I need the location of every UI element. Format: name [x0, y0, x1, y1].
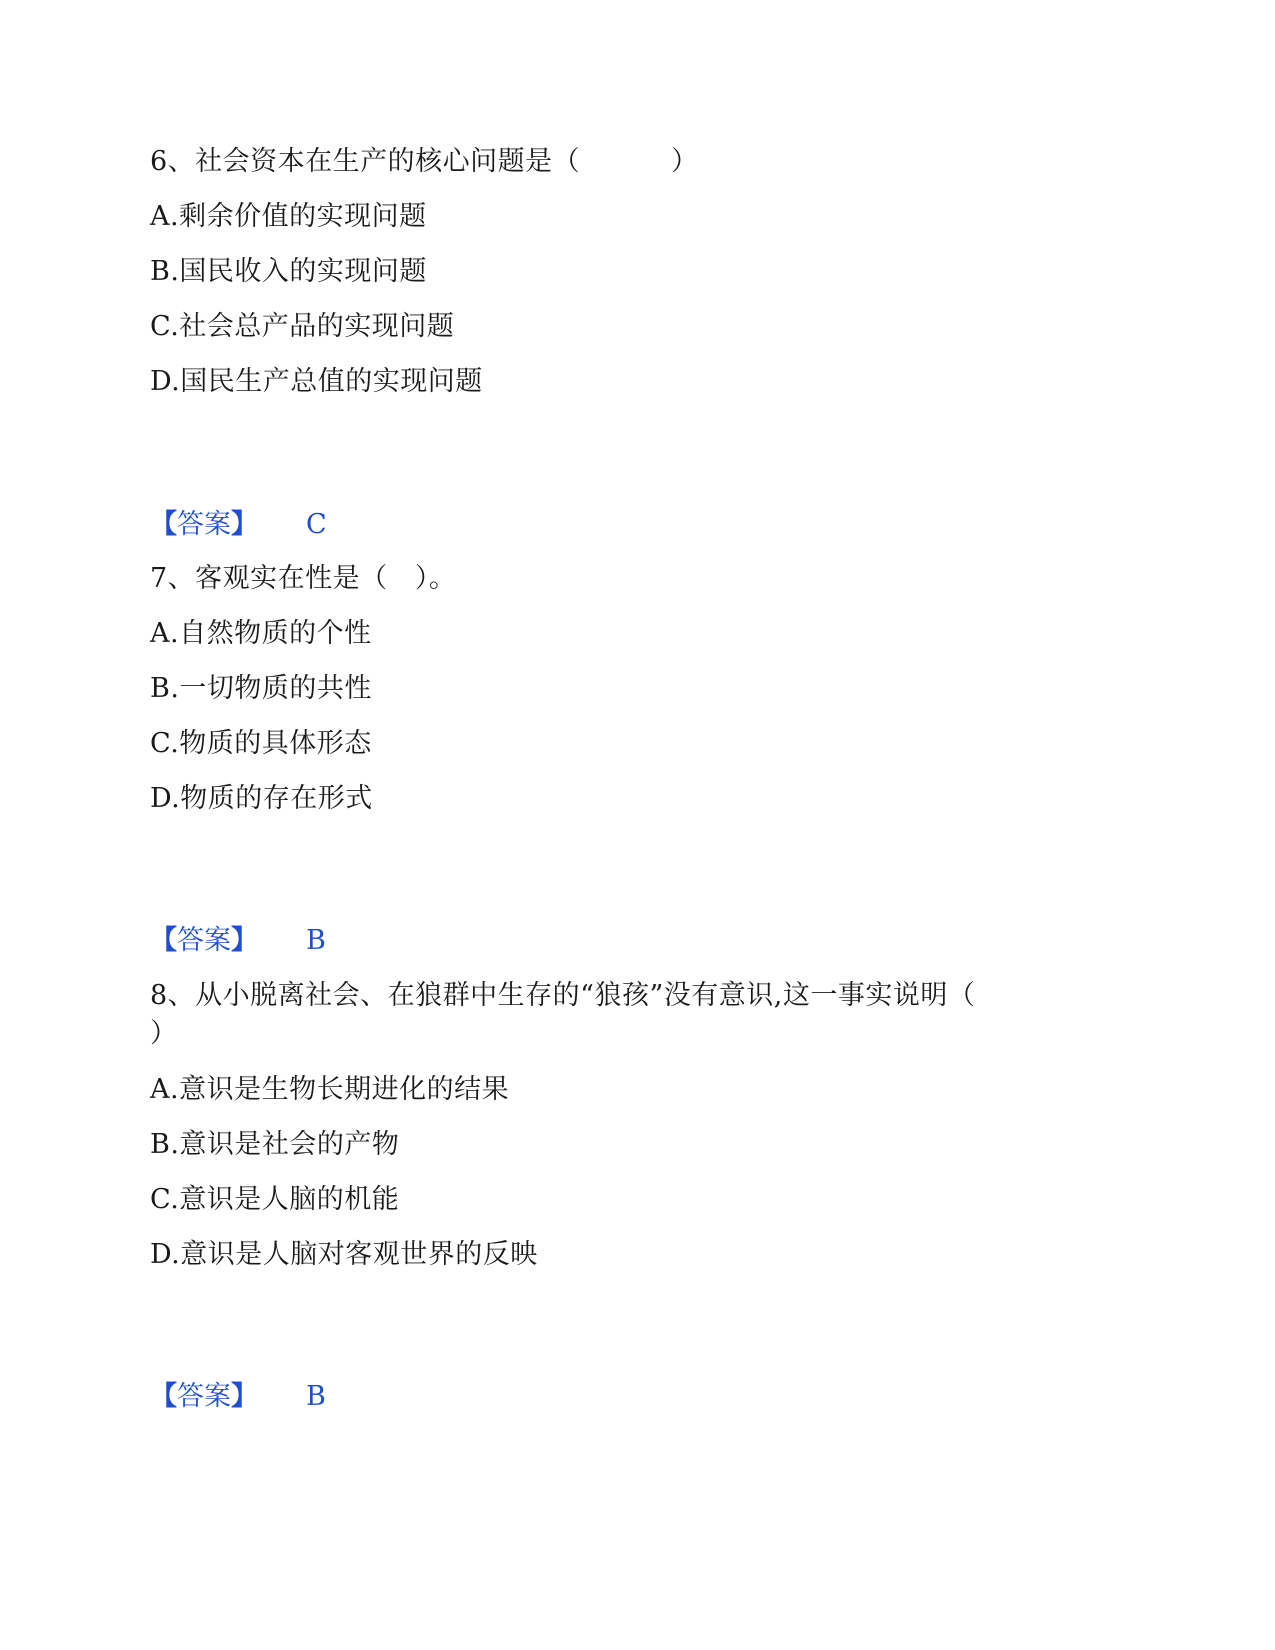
answer-bracket-open: 【	[150, 925, 177, 956]
question-8-option-b: B.意识是社会的产物	[150, 1129, 400, 1160]
answer-bracket-close: 】	[231, 1381, 258, 1412]
question-6-option-b: B.国民收入的实现问题	[150, 256, 427, 287]
answer-value: B	[306, 1381, 326, 1412]
question-6-option-c: C.社会总产品的实现问题	[150, 311, 455, 342]
question-7-option-a: A.自然物质的个性	[150, 618, 372, 649]
question-8-option-a: A.意识是生物长期进化的结果	[150, 1074, 510, 1105]
answer-label: 答案	[177, 1381, 231, 1412]
question-7-answer	[150, 924, 326, 958]
answer-label: 答案	[177, 925, 231, 956]
question-6-option-a: A.剩余价值的实现问题	[150, 201, 427, 232]
question-8-answer	[150, 1380, 326, 1414]
question-7-option-b: B.一切物质的共性	[150, 673, 372, 704]
question-7-option-d: D.物质的存在形式	[150, 783, 373, 814]
question-6-stem: 6、社会资本在生产的核心问题是（ ）	[150, 146, 699, 177]
question-8-option-d: D.意识是人脑对客观世界的反映	[150, 1239, 538, 1270]
question-7-option-c: C.物质的具体形态	[150, 728, 372, 759]
question-7-stem: 7、客观实在性是（ ）。	[150, 563, 457, 594]
answer-bracket-close: 】	[231, 925, 258, 956]
answer-value: C	[306, 509, 327, 540]
answer-bracket-close: 】	[231, 509, 258, 540]
answer-bracket-open: 【	[150, 1381, 177, 1412]
question-8-stem: 8、从小脱离社会、在狼群中生存的“狼孩”没有意识,这一事实说明（	[150, 980, 976, 1011]
question-8-option-c: C.意识是人脑的机能	[150, 1184, 400, 1215]
question-6-option-d: D.国民生产总值的实现问题	[150, 366, 483, 397]
answer-bracket-open: 【	[150, 509, 177, 540]
answer-label: 答案	[177, 509, 231, 540]
question-8-stem-continued: ）	[150, 1018, 178, 1049]
answer-value: B	[306, 925, 326, 956]
question-6-answer	[150, 508, 327, 542]
